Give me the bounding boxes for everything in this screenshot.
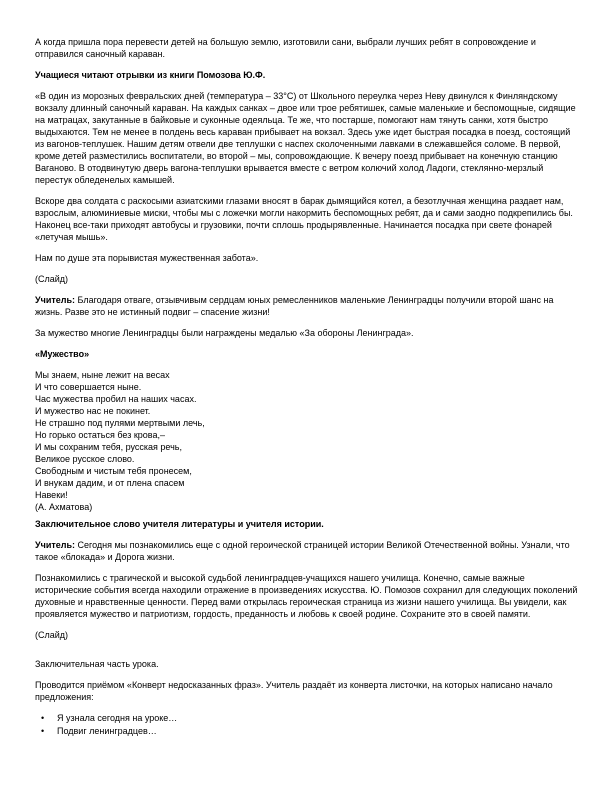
heading-students-read: Учащиеся читают отрывки из книги Помозова Ю.Ф.	[35, 70, 266, 80]
teacher-text: Благодаря отваге, отзывчивым сердцам юных ремесленников маленькие Ленинградцы получили второй шанс на жизнь. Разве это не истинный подвиг – спасение жизни!	[35, 295, 554, 317]
slide-note: (Слайд)	[35, 630, 69, 640]
paragraph-excerpt-2: Вскоре два солдата с раскосыми азиатскими глазами вносят в барак дымящийся котел, а безотлучная женщина раздает нам, взрослым, алюминиевые миски, чтобы мы с ложечки могли накормить беспомощных ребят, да и сами заодно подкрепились бы. Наконец все-таки приходят автобусы и грузовики, почти сплошь продырявленные. Начинается посадка при свете фонарей «летучая мышь».	[35, 196, 573, 242]
poem-line: Навеки!	[35, 490, 68, 500]
paragraph-excerpt-3: Нам по душе эта порывистая мужественная забота».	[35, 253, 259, 263]
poem-line: Великое русское слово.	[35, 454, 135, 464]
paragraph-intro: А когда пришла пора перевести детей на большую землю, изготовили сани, выбрали лучших ребят в сопровождение и отправился саночный караван.	[35, 37, 536, 59]
poem-line: И внукам дадим, и от плена спасем	[35, 478, 185, 488]
document-page	[35, 36, 581, 738]
paragraph-medal: За мужество многие Ленинградцы были награждены медалью «За обороны Ленинграда».	[35, 328, 414, 338]
poem	[35, 369, 581, 513]
poem-title: «Мужество»	[35, 349, 90, 359]
teacher-label: Учитель:	[35, 295, 76, 305]
list-item: • Я узнала сегодня на уроке…	[57, 712, 581, 725]
poem-line: Мы знаем, ныне лежит на весах	[35, 370, 170, 380]
list-item: • Подвиг ленинградцев…	[57, 725, 581, 738]
paragraph-teacher-1	[35, 294, 581, 318]
poem-line: Час мужества пробил на наших часах.	[35, 394, 197, 404]
poem-line: И мы сохраним тебя, русская речь,	[35, 442, 182, 452]
poem-line: Но горько остаться без крова,–	[35, 430, 165, 440]
poem-line: И мужество нас не покинет.	[35, 406, 151, 416]
poem-line: Свободным и чистым тебя пронесем,	[35, 466, 192, 476]
paragraph-conclusion: Познакомились с трагической и высокой судьбой ленинградцев-учащихся нашего училища. Конечно, самые важные исторические события всегда находили отражение в произведениях искусства. Ю. Помозов сохранил для следующих поколений духовные и нравственные ценности. Перед вами открылась героическая страница из жизни нашего училища. Вы увидели, как проявляется мужество и патриотизм, гордость, преданность и любовь к своей родине. Сохраните это в своей памяти.	[35, 573, 578, 619]
paragraph-teacher-2	[35, 539, 581, 563]
spacer	[35, 650, 581, 658]
heading-final-part: Заключительная часть урока.	[35, 659, 159, 669]
slide-note: (Слайд)	[35, 274, 69, 284]
poem-author: (А. Ахматова)	[35, 502, 93, 512]
paragraph-envelope: Проводится приёмом «Конверт недосказанных фраз». Учитель раздаёт из конверта листочки, на которых написано начало предложения:	[35, 680, 553, 702]
paragraph-excerpt-1: «В один из морозных февральских дней (температура – 33°С) от Школьного переулка через Неву двинулся к Финляндскому вокзалу длинный саночный караван. На каждых санках – двое или трое ребятишек, самые маленькие и беспомощные, сидящие на матрацах, закутанные в байковые и суконные одеяльца. Те же, что постарше, помогают нам тянуть санки, хотя быстро выдыхаются. Тем не менее в полдень весь караван прибывает на вокзал. Здесь уже идет быстрая посадка в поезд, состоящий из вагонов-теплушек. Нашим детям отвели две теплушки с наспех сколоченными лавками в слежавшейся соломе. В первой, кроме детей разместились воспитатели, во второй – мы, сопровождающие. К вечеру поезд прибывает на конечную станцию Ваганово. В отодвинутую дверь вагона-теплушки врывается вместе с ветром колючий холод Ладоги, стеклянно-мерзлый перестук обледенелых камышей.	[35, 91, 576, 185]
bullet-list	[35, 712, 581, 738]
poem-line: И что совершается ныне.	[35, 382, 142, 392]
poem-line: Не страшно под пулями мертвыми лечь,	[35, 418, 205, 428]
teacher-text: Сегодня мы познакомились еще с одной героической страницей истории Великой Отечественной войны. Узнали, что такое «блокада» и Дорога жизни.	[35, 540, 570, 562]
heading-final-word: Заключительное слово учителя литературы и учителя истории.	[35, 519, 324, 529]
teacher-label: Учитель:	[35, 540, 76, 550]
